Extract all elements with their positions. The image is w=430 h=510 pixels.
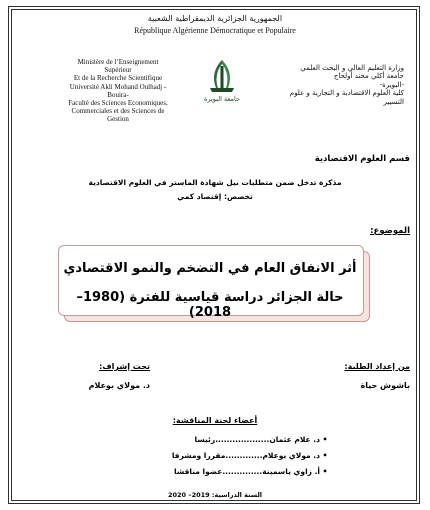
supervisor-label: تحت إشراف: [99, 362, 150, 371]
ministry-line-ar: وزارة التعليم العالي و البحث العلمي [300, 64, 404, 72]
header-french-republic: République Algérienne Démocratique et Populaire [134, 26, 296, 35]
ministry-line: Commerciales et des Sciences de [71, 107, 165, 116]
jury-label: أعضاء لجنة المناقشة: [172, 416, 258, 425]
memoire-description: مذكرة تدخل ضمن متطلبات نيل شهادة الماستر في العلوم الاقتصادية [88, 178, 342, 187]
ministry-line-ar: -البويرة- [379, 80, 404, 89]
ministry-line-ar: جامعة أكلي محند أولحاج [333, 72, 404, 81]
thesis-title-line-2: حالة الجزائر دراسة قياسية للفترة (1980–2018) [76, 290, 344, 320]
header-arabic-republic: الجمهورية الجزائرية الديمقراطية الشعبية [147, 14, 283, 23]
logo-caption: جامعة البويرة [204, 95, 240, 103]
ministry-line: Supérieur [104, 66, 132, 75]
ministry-line: Gestion [107, 115, 129, 124]
bullet-icon: • [322, 467, 328, 476]
ministry-line: Et de la Recherche Scientifique [73, 74, 163, 83]
university-logo [204, 58, 240, 106]
department-name: قسم العلوم الاقتصادية [314, 154, 410, 164]
ministry-line: Ministère de l’Enseignement [77, 58, 159, 66]
jury-member-role: مقررا ومشرفا [171, 451, 226, 460]
jury-list [100, 432, 330, 480]
jury-member-role: رئيسا [194, 435, 216, 444]
university-logo-icon [204, 58, 240, 106]
academic-year: السنة الدراسية: 2019– 2020 [167, 491, 263, 499]
bullet-icon: • [322, 451, 328, 460]
supervisor-name: د. مولاي بوعلام [88, 381, 150, 390]
jury-member-name: د. مولاي بوعلام [262, 451, 320, 460]
bullet-icon: • [322, 435, 328, 444]
jury-member-name: أ. زاوي ياسمينة [262, 467, 320, 476]
ministry-line-ar: كلية العلوم الاقتصادية و التجارية و علوم [289, 89, 404, 98]
ministry-block-french [38, 58, 198, 124]
ministry-line: Université Akli Mohand Oulhadj - [69, 82, 167, 91]
jury-member [100, 432, 330, 448]
jury-member-role: عضوا مناقشا [174, 467, 223, 476]
jury-member [100, 448, 330, 464]
speciality-line: تخصص: إقتصاد كمي [177, 192, 253, 201]
jury-member-dots: .............. [222, 467, 263, 476]
jury-member-name: د. علام عثمان [269, 435, 320, 444]
ministry-line: Faculté des Sciences Economiques, [68, 99, 168, 108]
ministry-block-arabic [254, 64, 404, 106]
jury-member-dots: ............. [225, 451, 263, 460]
ministry-line: Bouira- [107, 90, 129, 99]
ministry-line-ar: التسيير [383, 97, 404, 106]
jury-member [100, 464, 330, 480]
thesis-title-line-1: أثر الانفاق العام في التضخم والنمو الاقتصادي [63, 261, 357, 276]
prepared-by-label: من إعداد الطلبة: [344, 362, 410, 371]
subject-label: الموضوع: [370, 226, 410, 236]
jury-member-dots: ................... [215, 435, 270, 444]
student-name: باشوش حياة [360, 381, 410, 390]
